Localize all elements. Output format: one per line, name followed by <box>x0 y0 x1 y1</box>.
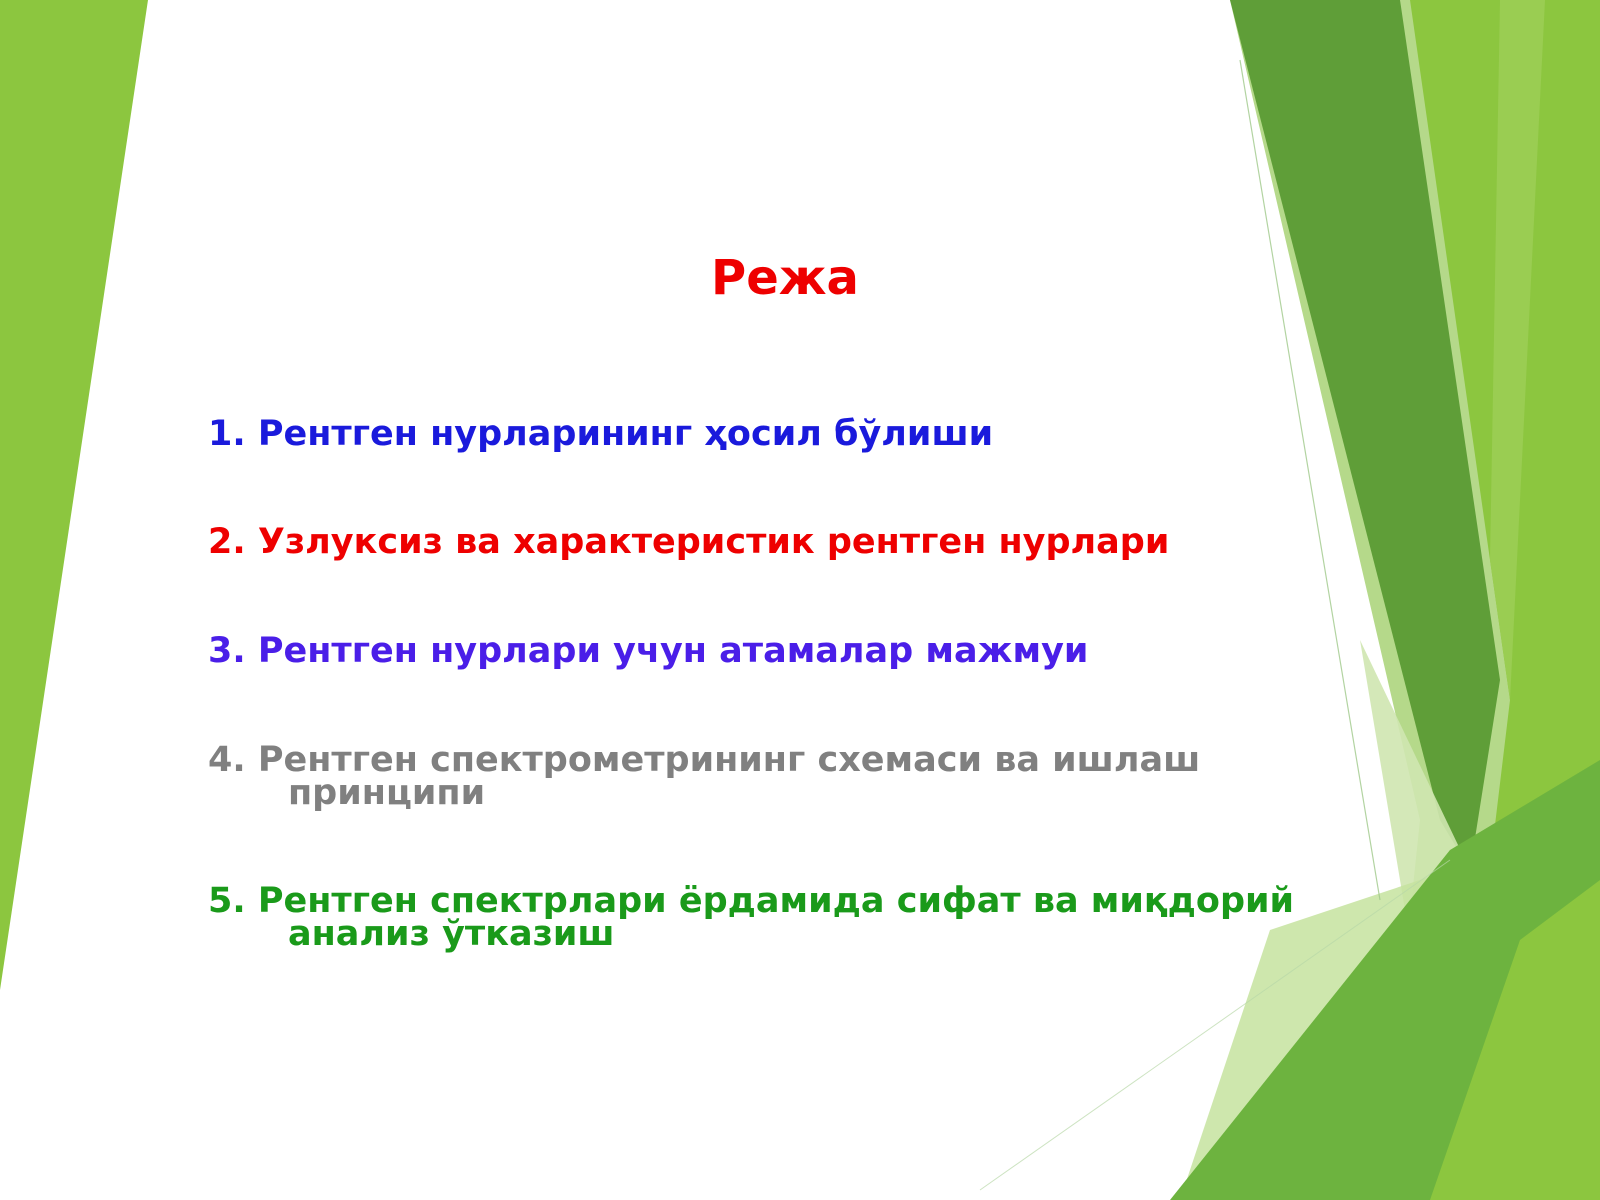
agenda-item-text: 3. Рентген нурлари учун атамалар мажмуи <box>208 631 1089 671</box>
agenda-item <box>208 740 1298 813</box>
agenda-item <box>208 631 1298 671</box>
left-green-wedge <box>0 0 148 990</box>
agenda-item-text: 1. Рентген нурларининг ҳосил бўлиши <box>208 414 994 454</box>
agenda-item-text: 2. Узлуксиз ва характеристик рентген нурлари <box>208 522 1170 562</box>
agenda-item-text-continued: принципи <box>288 773 486 813</box>
slide-title: Режа <box>711 250 859 306</box>
agenda-item <box>208 881 1298 954</box>
agenda-item-text: 5. Рентген спектрлари ёрдамида сифат ва миқдорий <box>208 881 1295 921</box>
agenda-item <box>208 522 1298 562</box>
agenda-item-text: 4. Рентген спектрометрининг схемаси ва ишлаш <box>208 740 1201 780</box>
agenda-item <box>208 414 1298 454</box>
agenda-item-text-continued: анализ ўтказиш <box>288 914 615 954</box>
